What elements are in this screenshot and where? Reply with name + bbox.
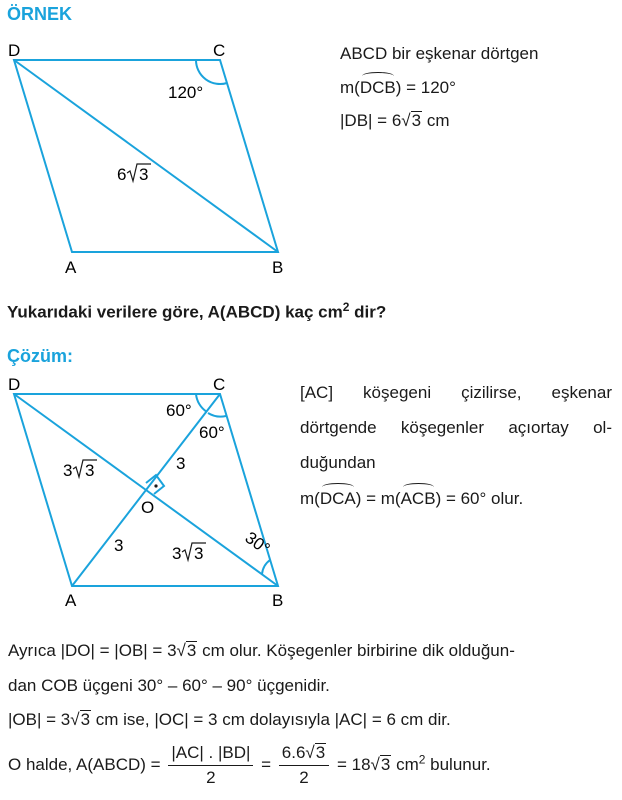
angle-arc-dca [196,394,207,412]
label-a: A [65,591,77,610]
angle-30: 30° [241,527,274,559]
para-line-1: Ayrıca |DO| = |OB| = 3√3 cm olur. Köşegenler birbirine dik olduğun- [8,641,515,660]
angle-60-acb: 60° [199,423,225,442]
angle-acb: ACB [400,489,436,508]
ob-coef: 3 [172,544,182,563]
ob-rad: 3 [194,544,204,563]
example-rhombus-figure [0,40,330,280]
angle-label: 120° [168,83,204,102]
solution-heading: Çözüm: [7,346,73,366]
label-d: D [8,41,21,60]
solution-rhombus-figure [0,372,300,617]
oa-length: 3 [114,536,124,555]
given-line-2: m(DCB) = 120° [340,78,456,97]
fraction-6-6-root3: $\frac{6.6√3}{2}$ [279,742,329,789]
example-heading: ÖRNEK [7,4,73,24]
label-o: O [141,498,155,517]
angle-60-dca: 60° [166,401,192,420]
label-a: A [65,258,77,277]
para-line-3: |OB| = 3√3 cm ise, |OC| = 3 cm dolayısıyla |AC| = 6 cm dir. [8,710,451,729]
label-b: B [272,591,284,610]
fraction-ac-bd: $\frac{|AC| . |BD|}{2}$ [168,742,253,789]
label-c: C [213,41,226,60]
label-c: C [213,375,226,394]
side-line-1: [AC] köşegeni çizilirse, eşkenar [300,383,612,402]
label-b: B [272,258,284,277]
do-coef: 3 [63,461,73,480]
diag-coef: 6 [117,165,127,184]
angle-arc-dcb [196,60,227,84]
given-line-3: |DB| = 6√3 cm [340,111,450,130]
side-line-3: duğundan [300,453,376,472]
do-rad: 3 [85,461,95,480]
question-text: Yukarıdaki verilere göre, A(ABCD) kaç $cm^2$ dir? [7,300,387,322]
diagonal-db [14,60,278,252]
given-line-1: ABCD bir eşkenar dörtgen [340,44,539,63]
angle-dcb: DCB [359,78,396,97]
angle-arc-acb [208,413,226,417]
diag-rad: 3 [139,165,149,184]
area-formula-line: O halde, A(ABCD) = $\frac{|AC| . |BD|}{2}$ = $\frac{6.6√3}{2}$ = 18√3 $cm^2$ bulunur. [8,743,491,787]
para-line-2: dan COB üçgeni 30° – 60° – 90° üçgenidir. [8,676,330,695]
label-d: D [8,375,21,394]
angle-arc-30 [262,560,270,574]
oc-length: 3 [176,454,186,473]
angle-dca: DCA [319,489,356,508]
side-line-4: m(DCA) = m(ACB) = 60° olur. [300,489,524,508]
side-line-2: dörtgende köşegenler açıortay ol- [300,418,612,437]
